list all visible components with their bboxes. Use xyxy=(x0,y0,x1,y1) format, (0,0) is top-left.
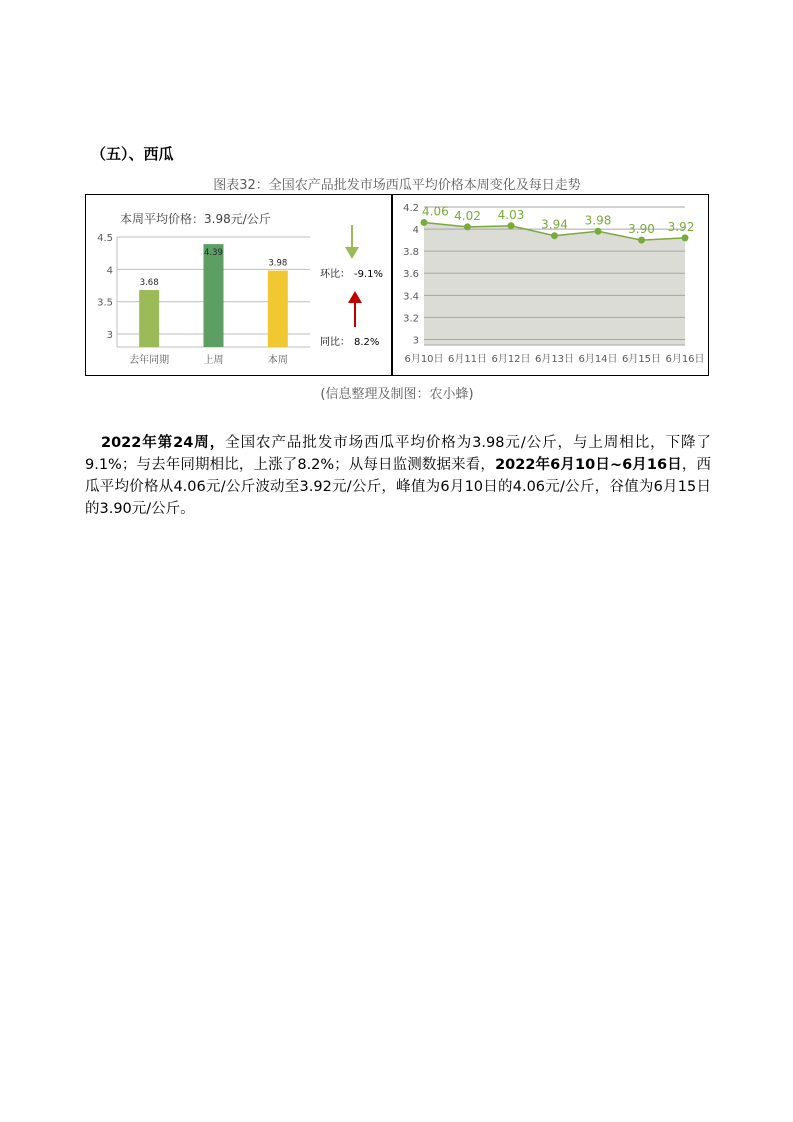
price-point xyxy=(508,222,515,229)
daily-trend-panel xyxy=(393,195,708,375)
line-y-tick-label: 3 xyxy=(412,335,419,347)
line-category-label: 6月14日 xyxy=(578,354,618,365)
bar-category-label: 去年同期 xyxy=(129,355,170,366)
weekly-bar-chart xyxy=(86,195,391,375)
line-category-label: 6月16日 xyxy=(665,354,705,365)
bar-value-label: 4.39 xyxy=(204,248,223,259)
price-point xyxy=(551,232,558,239)
figure-caption: 图表32：全国农产品批发市场西瓜平均价格本周变化及每日走势 xyxy=(213,178,581,193)
point-value-label: 3.92 xyxy=(667,219,695,234)
week-label: 2022年第24周， xyxy=(101,435,226,451)
tongbi-value: 8.2% xyxy=(354,337,380,348)
point-value-label: 4.03 xyxy=(497,207,525,222)
line-y-tick-label: 4 xyxy=(412,225,419,237)
price-point xyxy=(682,234,689,241)
daily-price-area-chart xyxy=(393,195,708,375)
line-y-tick-label: 3.8 xyxy=(403,247,419,259)
bar-y-tick-label: 3 xyxy=(106,330,113,342)
point-value-label: 4.06 xyxy=(422,204,449,219)
bar-category-label: 本周 xyxy=(267,355,288,366)
line-y-tick-label: 3.6 xyxy=(403,269,419,281)
price-point xyxy=(421,219,428,226)
bar-value-label: 3.68 xyxy=(139,278,159,289)
bar-category-label: 上周 xyxy=(203,355,224,366)
bar-1 xyxy=(139,290,159,347)
line-category-label: 6月12日 xyxy=(491,354,531,365)
bar-2 xyxy=(204,244,224,347)
weekly-summary-text: 全国农产品批发市场西瓜平均价格为3.98元/公斤，与上周相比，下降了9.1%；与去年同期相比，上涨了8.2%；从每日监测数据来看， xyxy=(85,435,711,473)
bar-value-label: 3.98 xyxy=(268,258,288,269)
bar-y-tick-label: 4 xyxy=(106,265,113,277)
analysis-paragraph xyxy=(85,432,711,520)
bar-3 xyxy=(268,271,288,347)
price-point xyxy=(638,237,645,244)
daily-summary-text: ，西瓜平均价格从4.06元/公斤波动至3.92元/公斤，峰值为6月10日的4.06元/公斤，谷值为6月15日的3.90元/公斤。 xyxy=(85,457,711,517)
weekly-price-panel xyxy=(86,195,391,375)
huanbi-label: 环比： xyxy=(320,269,350,280)
down-arrow-icon xyxy=(345,247,359,259)
bar-y-tick-label: 4.5 xyxy=(97,233,113,244)
point-value-label: 4.02 xyxy=(454,208,481,223)
line-category-label: 6月13日 xyxy=(534,354,575,365)
line-category-label: 6月15日 xyxy=(621,354,662,365)
section-title: （五）、西瓜 xyxy=(91,145,174,163)
figure-box xyxy=(85,194,709,376)
huanbi-value: -9.1% xyxy=(354,269,384,280)
source-note: (信息整理及制图：农小蜂) xyxy=(320,387,474,402)
line-category-label: 6月10日 xyxy=(404,354,444,365)
line-category-label: 6月11日 xyxy=(447,354,488,365)
line-y-tick-label: 3.2 xyxy=(403,313,419,325)
point-value-label: 3.94 xyxy=(541,217,568,232)
bar-y-tick-label: 3.5 xyxy=(97,297,113,309)
line-y-tick-label: 4.2 xyxy=(403,203,419,214)
point-value-label: 3.90 xyxy=(628,222,655,237)
area-fill xyxy=(424,222,685,345)
price-point xyxy=(595,228,602,235)
tongbi-label: 同比： xyxy=(320,337,350,348)
point-value-label: 3.98 xyxy=(584,213,612,228)
line-y-tick-label: 3.4 xyxy=(403,291,419,303)
bar-chart-title: 本周平均价格：3.98元/公斤 xyxy=(120,212,271,226)
price-point xyxy=(464,223,471,230)
date-range-label: 2022年6月10日~6月16日 xyxy=(495,457,682,473)
